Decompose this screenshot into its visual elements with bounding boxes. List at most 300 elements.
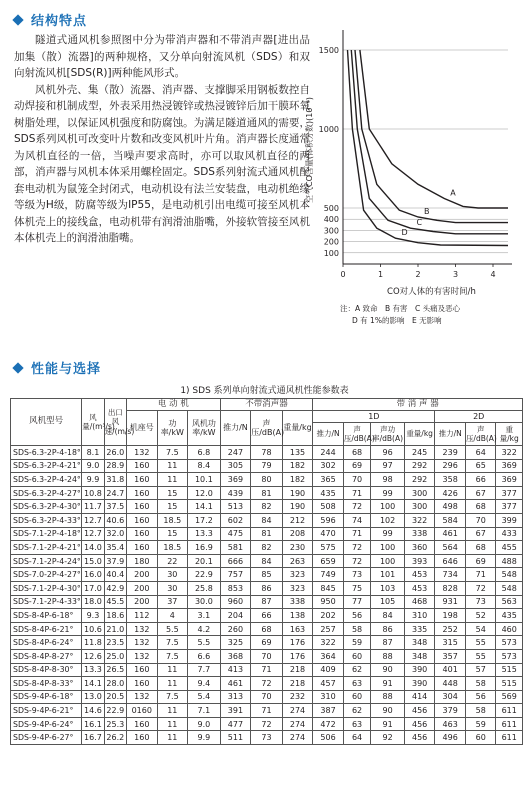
cell-model: SDS-9-4P-6-18° (11, 690, 82, 704)
cell-model: SDS-7.1-2P-4-33° (11, 595, 82, 609)
table-cell: 182 (282, 459, 313, 473)
table-cell: 12.7 (82, 527, 104, 541)
table-cell: 9.0 (188, 717, 221, 731)
table-cell: 15.0 (82, 554, 104, 568)
table-cell: 257 (313, 622, 344, 636)
table-cell: 573 (496, 636, 523, 650)
table-cell: 160 (127, 459, 158, 473)
table-cell: 58 (343, 622, 370, 636)
table-cell: 182 (282, 473, 313, 487)
table-cell: 15 (157, 486, 188, 500)
table-cell: 82 (251, 500, 283, 514)
table-cell: 100 (371, 541, 405, 555)
table-cell: 101 (371, 568, 405, 582)
table-cell: 73 (465, 595, 496, 609)
table-row (11, 704, 523, 718)
section-heading-performance (14, 358, 101, 377)
table-row (11, 609, 523, 623)
table-cell: 435 (313, 486, 344, 500)
table-cell: 391 (220, 704, 251, 718)
table-cell: 659 (313, 554, 344, 568)
table-cell: 60 (343, 690, 370, 704)
table-row (11, 446, 523, 460)
table-cell: 55 (465, 636, 496, 650)
table-cell: 304 (435, 690, 466, 704)
header-weight-2d: 重量/kg (496, 423, 523, 446)
table-cell: 218 (282, 677, 313, 691)
table-cell: 31.8 (104, 473, 126, 487)
table-cell: 70 (343, 473, 370, 487)
table-cell: 456 (404, 731, 435, 745)
table-cell: 14.1 (82, 677, 104, 691)
y-tick-label: 500 (323, 204, 339, 213)
header-weight-1d: 重量/kg (404, 423, 435, 446)
table-cell: 11 (157, 717, 188, 731)
table-cell: 28.9 (104, 459, 126, 473)
header-power: 功率/kW (157, 411, 188, 446)
table-cell: 3.1 (188, 609, 221, 623)
table-cell: 460 (496, 622, 523, 636)
table-cell: 14.1 (188, 500, 221, 514)
table-cell: 513 (220, 500, 251, 514)
table-cell: 71 (251, 663, 283, 677)
table-cell: 92 (371, 731, 405, 745)
table-cell: 472 (313, 717, 344, 731)
table-cell: 78 (251, 446, 283, 460)
cell-model: SDS-6.3-2P-4-27° (11, 486, 82, 500)
table-cell: 338 (282, 595, 313, 609)
table-cell: 85 (251, 568, 283, 582)
curve-label: C (416, 218, 423, 228)
table-cell: 461 (435, 527, 466, 541)
table-cell: 11.8 (82, 636, 104, 650)
table-title: 1) SDS 系列单向射流式通风机性能参数表 (180, 386, 349, 396)
table-cell: 263 (282, 554, 313, 568)
table-cell: 68 (251, 622, 283, 636)
table-cell: 7.5 (157, 446, 188, 460)
table-cell: 245 (404, 446, 435, 460)
table-cell: 72 (343, 554, 370, 568)
table-cell: 734 (435, 568, 466, 582)
table-cell: 176 (282, 636, 313, 650)
table-cell: 292 (404, 459, 435, 473)
table-cell: 573 (496, 649, 523, 663)
table-cell: 59 (343, 636, 370, 650)
table-cell: 22.9 (104, 704, 126, 718)
table-cell: 102 (371, 513, 405, 527)
table-cell: 9.4 (188, 677, 221, 691)
table-cell: 63 (343, 677, 370, 691)
table-cell: 950 (313, 595, 344, 609)
table-cell: 54 (465, 622, 496, 636)
cell-model: SDS-9-4P-6-27° (11, 731, 82, 745)
table-cell: 160 (127, 677, 158, 691)
table-cell: 646 (435, 554, 466, 568)
diamond-bullet-icon (12, 14, 23, 25)
table-row (11, 554, 523, 568)
table-cell: 160 (127, 473, 158, 487)
table-cell: 426 (435, 486, 466, 500)
table-cell: 12.7 (82, 513, 104, 527)
table-cell: 357 (435, 649, 466, 663)
paragraph-intro: 隧道式通风机参照图中分为带消声器和不带消声器[进出品加集（散）流器]的两种规格，又分单向射流风机（SDS）和双向射流风机[SDS(R)]两种能风形式。 (14, 34, 310, 79)
table-cell: 757 (220, 568, 251, 582)
table-cell: 202 (313, 609, 344, 623)
table-cell: 81 (251, 527, 283, 541)
table-cell: 37.5 (104, 500, 126, 514)
table-cell: 87 (371, 636, 405, 650)
table-cell: 274 (282, 704, 313, 718)
table-cell: 369 (496, 459, 523, 473)
table-cell: 81 (251, 486, 283, 500)
table-cell: 12.0 (188, 486, 221, 500)
table-cell: 59 (465, 717, 496, 731)
table-cell: 10.8 (82, 486, 104, 500)
table-cell: 17.0 (82, 581, 104, 595)
table-cell: 7.5 (157, 649, 188, 663)
table-row (11, 649, 523, 663)
table-cell: 90 (371, 663, 405, 677)
table-cell: 10.6 (82, 622, 104, 636)
table-cell: 338 (404, 527, 435, 541)
table-row (11, 568, 523, 582)
table-cell: 69 (343, 459, 370, 473)
table-cell: 91 (371, 717, 405, 731)
table-cell: 12.6 (82, 649, 104, 663)
y-axis-label: 空气CO含量(体积分数)(10⁻⁶) (305, 97, 314, 203)
table-row (11, 595, 523, 609)
header-flow: 风量/(m³/s) (82, 399, 104, 446)
table-cell: 323 (282, 581, 313, 595)
table-cell: 5.5 (157, 622, 188, 636)
table-cell: 71 (343, 486, 370, 500)
table-cell: 57 (465, 663, 496, 677)
cell-model: SDS-7.1-2P-4-21° (11, 541, 82, 555)
table-cell: 77 (343, 595, 370, 609)
table-cell: 433 (496, 527, 523, 541)
table-cell: 5.4 (188, 690, 221, 704)
cell-model: SDS-6.3-2P-4-33° (11, 513, 82, 527)
table-cell: 488 (496, 554, 523, 568)
table-cell: 252 (435, 622, 466, 636)
table-cell: 348 (404, 636, 435, 650)
table-cell: 71 (343, 527, 370, 541)
x-axis-label: CO对人体的有害时间/h (387, 287, 476, 297)
y-tick-label: 100 (323, 248, 339, 258)
table-cell: 56 (343, 609, 370, 623)
table-cell: 455 (496, 541, 523, 555)
table-cell: 30.0 (188, 595, 221, 609)
x-tick-label: 1 (377, 270, 384, 279)
cell-model: SDS-7.1-2P-4-24° (11, 554, 82, 568)
table-cell: 7.7 (188, 663, 221, 677)
table-cell: 300 (404, 486, 435, 500)
table-cell: 70 (251, 690, 283, 704)
table-row (11, 500, 523, 514)
table-cell: 45.5 (104, 595, 126, 609)
body-text (14, 32, 310, 247)
table-cell: 75 (343, 581, 370, 595)
table-cell: 11 (157, 459, 188, 473)
table-cell: 160 (127, 663, 158, 677)
curve-B (355, 50, 508, 223)
table-cell: 84 (251, 513, 283, 527)
table-cell: 40.4 (104, 568, 126, 582)
table-cell: 369 (496, 473, 523, 487)
table-cell: 67 (465, 486, 496, 500)
table-cell: 160 (127, 486, 158, 500)
table-cell: 8.4 (188, 459, 221, 473)
table-cell: 16.9 (188, 541, 221, 555)
x-tick-label: 4 (490, 270, 496, 279)
table-cell: 72 (465, 581, 496, 595)
table-cell: 71 (465, 568, 496, 582)
header-spl: 声压/dB(A) (251, 411, 283, 446)
cell-model: SDS-8-4P-6-18° (11, 609, 82, 623)
section-heading-structure (14, 10, 87, 29)
table-cell: 52 (465, 609, 496, 623)
table-cell: 96 (371, 446, 405, 460)
table-cell: 100 (371, 554, 405, 568)
table-cell: 11.7 (82, 500, 104, 514)
diamond-bullet-icon (12, 362, 23, 373)
table-cell: 26.2 (104, 731, 126, 745)
cell-model: SDS-6.3-2P-4-18° (11, 446, 82, 460)
table-cell: 4.2 (188, 622, 221, 636)
table-cell: 14.6 (82, 704, 104, 718)
table-cell: 190 (282, 500, 313, 514)
table-cell: 575 (313, 541, 344, 555)
table-cell: 56 (465, 690, 496, 704)
table-cell: 25.8 (188, 581, 221, 595)
header-group-silencer: 带 消 声 器 (313, 399, 523, 411)
table-cell: 11 (157, 677, 188, 691)
table-cell: 88 (371, 649, 405, 663)
table-cell: 55 (465, 649, 496, 663)
table-cell: 401 (435, 663, 466, 677)
table-cell: 208 (282, 527, 313, 541)
table-cell: 200 (127, 568, 158, 582)
table-cell: 24.7 (104, 486, 126, 500)
table-row (11, 636, 523, 650)
table-cell: 62 (343, 704, 370, 718)
cell-model: SDS-9-4P-6-24° (11, 717, 82, 731)
table-cell: 8.1 (82, 446, 104, 460)
table-cell: 138 (282, 609, 313, 623)
x-tick-label: 2 (415, 270, 421, 279)
table-cell: 20.1 (188, 554, 221, 568)
table-cell: 163 (282, 622, 313, 636)
table-cell: 91 (371, 677, 405, 691)
table-cell: 960 (220, 595, 251, 609)
table-cell: 69 (465, 554, 496, 568)
paragraph-construction: 风机外壳、集（散）流器、消声器、支撑脚采用钢板数控自动焊接和机制成型，外表采用热浸镀锌或热浸镀锌后加干膜环氧树脂处理，以保证风机强度和防腐蚀。为满足隧道通风的需要，SDS系列风机可改变叶片数和改变风机叶片角。消声器长度通常为风机直径的一倍，当噪声要求高时，亦可以取风机直径的两部，消声器与风机本体采用螺栓固定。SDS系列射流式通风机配套电动机为鼠笼全封闭式，电动机设有法兰安装盘，电动机绝缘等级为H级，防腐等级为IP55，是电动机引出电缆可接至风机本体机壳上的接线盒，电动机带有润滑油脂嘴，外接软管接至风机本体机壳上的润滑油脂嘴。 (14, 83, 310, 244)
table-cell: 435 (496, 609, 523, 623)
table-cell: 23.5 (104, 636, 126, 650)
table-cell: 25.0 (104, 649, 126, 663)
table-cell: 853 (220, 581, 251, 595)
table-row (11, 541, 523, 555)
table-cell: 305 (220, 459, 251, 473)
table-cell: 335 (404, 622, 435, 636)
y-tick-label: 300 (323, 226, 339, 236)
legend-note: 注：A 致命 B 有害 C 头痛及恶心 (340, 304, 461, 313)
table-cell: 414 (404, 690, 435, 704)
table-cell: 26.5 (104, 663, 126, 677)
section-title: 结构特点 (31, 14, 88, 29)
table-cell: 21.0 (104, 622, 126, 636)
header-spl-2d: 声压/dB(A) (465, 423, 496, 446)
table-cell: 602 (220, 513, 251, 527)
table-cell: 239 (435, 446, 466, 460)
table-cell: 11 (157, 473, 188, 487)
table-cell: 360 (404, 541, 435, 555)
header-weight: 重量/kg (282, 411, 313, 446)
table-cell: 84 (371, 609, 405, 623)
table-cell: 6.6 (188, 649, 221, 663)
header-group-motor: 电 动 机 (127, 399, 221, 411)
table-cell: 68 (465, 500, 496, 514)
header-2d: 2D (435, 411, 523, 423)
table-cell: 16.0 (82, 568, 104, 582)
table-cell: 828 (435, 581, 466, 595)
table-row (11, 622, 523, 636)
table-cell: 496 (435, 731, 466, 745)
table-cell: 32.0 (104, 527, 126, 541)
table-row (11, 663, 523, 677)
x-tick-label: 3 (452, 270, 459, 279)
table-cell: 456 (404, 717, 435, 731)
table-cell: 387 (313, 704, 344, 718)
table-row (11, 690, 523, 704)
table-cell: 200 (127, 595, 158, 609)
cell-model: SDS-7.1-2P-4-18° (11, 527, 82, 541)
table-cell: 90 (371, 704, 405, 718)
table-cell: 9.9 (82, 473, 104, 487)
cell-model: SDS-7.0-2P-4-27° (11, 568, 82, 582)
table-cell: 86 (371, 622, 405, 636)
table-cell: 379 (435, 704, 466, 718)
table-cell: 64 (465, 446, 496, 460)
chart-svg (298, 20, 524, 330)
table-cell: 470 (313, 527, 344, 541)
cell-model: SDS-6.3-2P-4-21° (11, 459, 82, 473)
table-cell: 7.5 (157, 690, 188, 704)
table-cell: 7.1 (188, 704, 221, 718)
table-cell: 72 (343, 500, 370, 514)
table-cell: 160 (127, 717, 158, 731)
table-cell: 292 (404, 473, 435, 487)
table-cell: 596 (313, 513, 344, 527)
table-cell: 72 (251, 717, 283, 731)
table-cell: 86 (251, 581, 283, 595)
table-cell: 97 (371, 459, 405, 473)
table-cell: 22.9 (188, 568, 221, 582)
table-cell: 325 (220, 636, 251, 650)
table-cell: 323 (282, 568, 313, 582)
table-cell: 176 (282, 649, 313, 663)
table-cell: 260 (220, 622, 251, 636)
table-cell: 300 (404, 500, 435, 514)
header-thrust-2d: 推力/N (435, 423, 466, 446)
table-cell: 79 (251, 459, 283, 473)
table-cell: 218 (282, 663, 313, 677)
table-cell: 611 (496, 704, 523, 718)
table-cell: 9.9 (188, 731, 221, 745)
table-cell: 16.1 (82, 717, 104, 731)
table-cell: 468 (404, 595, 435, 609)
table-cell: 160 (127, 500, 158, 514)
table-cell: 14.0 (82, 541, 104, 555)
table-cell: 296 (435, 459, 466, 473)
table-cell: 322 (313, 636, 344, 650)
table-row (11, 527, 523, 541)
table-cell: 87 (251, 595, 283, 609)
table-cell: 274 (282, 717, 313, 731)
curve-D (348, 50, 509, 246)
table-cell: 390 (404, 677, 435, 691)
table-cell: 348 (404, 649, 435, 663)
header-1d: 1D (313, 411, 435, 423)
table-cell: 28.0 (104, 677, 126, 691)
table-cell: 508 (313, 500, 344, 514)
table-cell: 60 (343, 649, 370, 663)
table-cell: 461 (220, 677, 251, 691)
table-cell: 377 (496, 486, 523, 500)
header-thrust: 推力/N (220, 411, 251, 446)
table-cell: 322 (496, 446, 523, 460)
table-cell: 548 (496, 568, 523, 582)
table-cell: 30 (157, 581, 188, 595)
table-cell: 160 (127, 731, 158, 745)
header-spl-1d: 声压/dB(A) (343, 423, 370, 446)
table-cell: 9.3 (82, 609, 104, 623)
spec-table (10, 398, 523, 745)
table-cell: 190 (282, 486, 313, 500)
table-cell: 62 (343, 663, 370, 677)
table-cell: 66 (251, 609, 283, 623)
table-cell: 611 (496, 731, 523, 745)
table-cell: 13.3 (188, 527, 221, 541)
table-cell: 100 (371, 500, 405, 514)
table-cell: 73 (251, 731, 283, 745)
table-cell: 70 (251, 649, 283, 663)
table-row (11, 486, 523, 500)
x-tick-label: 0 (340, 270, 346, 279)
table-cell: 64 (343, 731, 370, 745)
table-cell: 548 (496, 581, 523, 595)
header-acoustic-1d: 声功率/dB(A) (371, 423, 405, 446)
table-cell: 584 (435, 513, 466, 527)
cell-model: SDS-8-4P-6-24° (11, 636, 82, 650)
table-cell: 160 (127, 527, 158, 541)
table-cell: 413 (220, 663, 251, 677)
table-cell: 71 (251, 704, 283, 718)
table-cell: 16.7 (82, 731, 104, 745)
table-cell: 58 (465, 704, 496, 718)
header-model: 风机型号 (11, 399, 82, 446)
table-cell: 15 (157, 500, 188, 514)
table-cell: 515 (496, 677, 523, 691)
table-cell: 453 (404, 568, 435, 582)
table-cell: 399 (496, 513, 523, 527)
table-cell: 22 (157, 554, 188, 568)
table-cell: 66 (465, 473, 496, 487)
cell-model: SDS-8-4P-8-27° (11, 649, 82, 663)
cell-model: SDS-6.3-2P-4-30° (11, 500, 82, 514)
table-cell: 511 (220, 731, 251, 745)
table-row (11, 513, 523, 527)
